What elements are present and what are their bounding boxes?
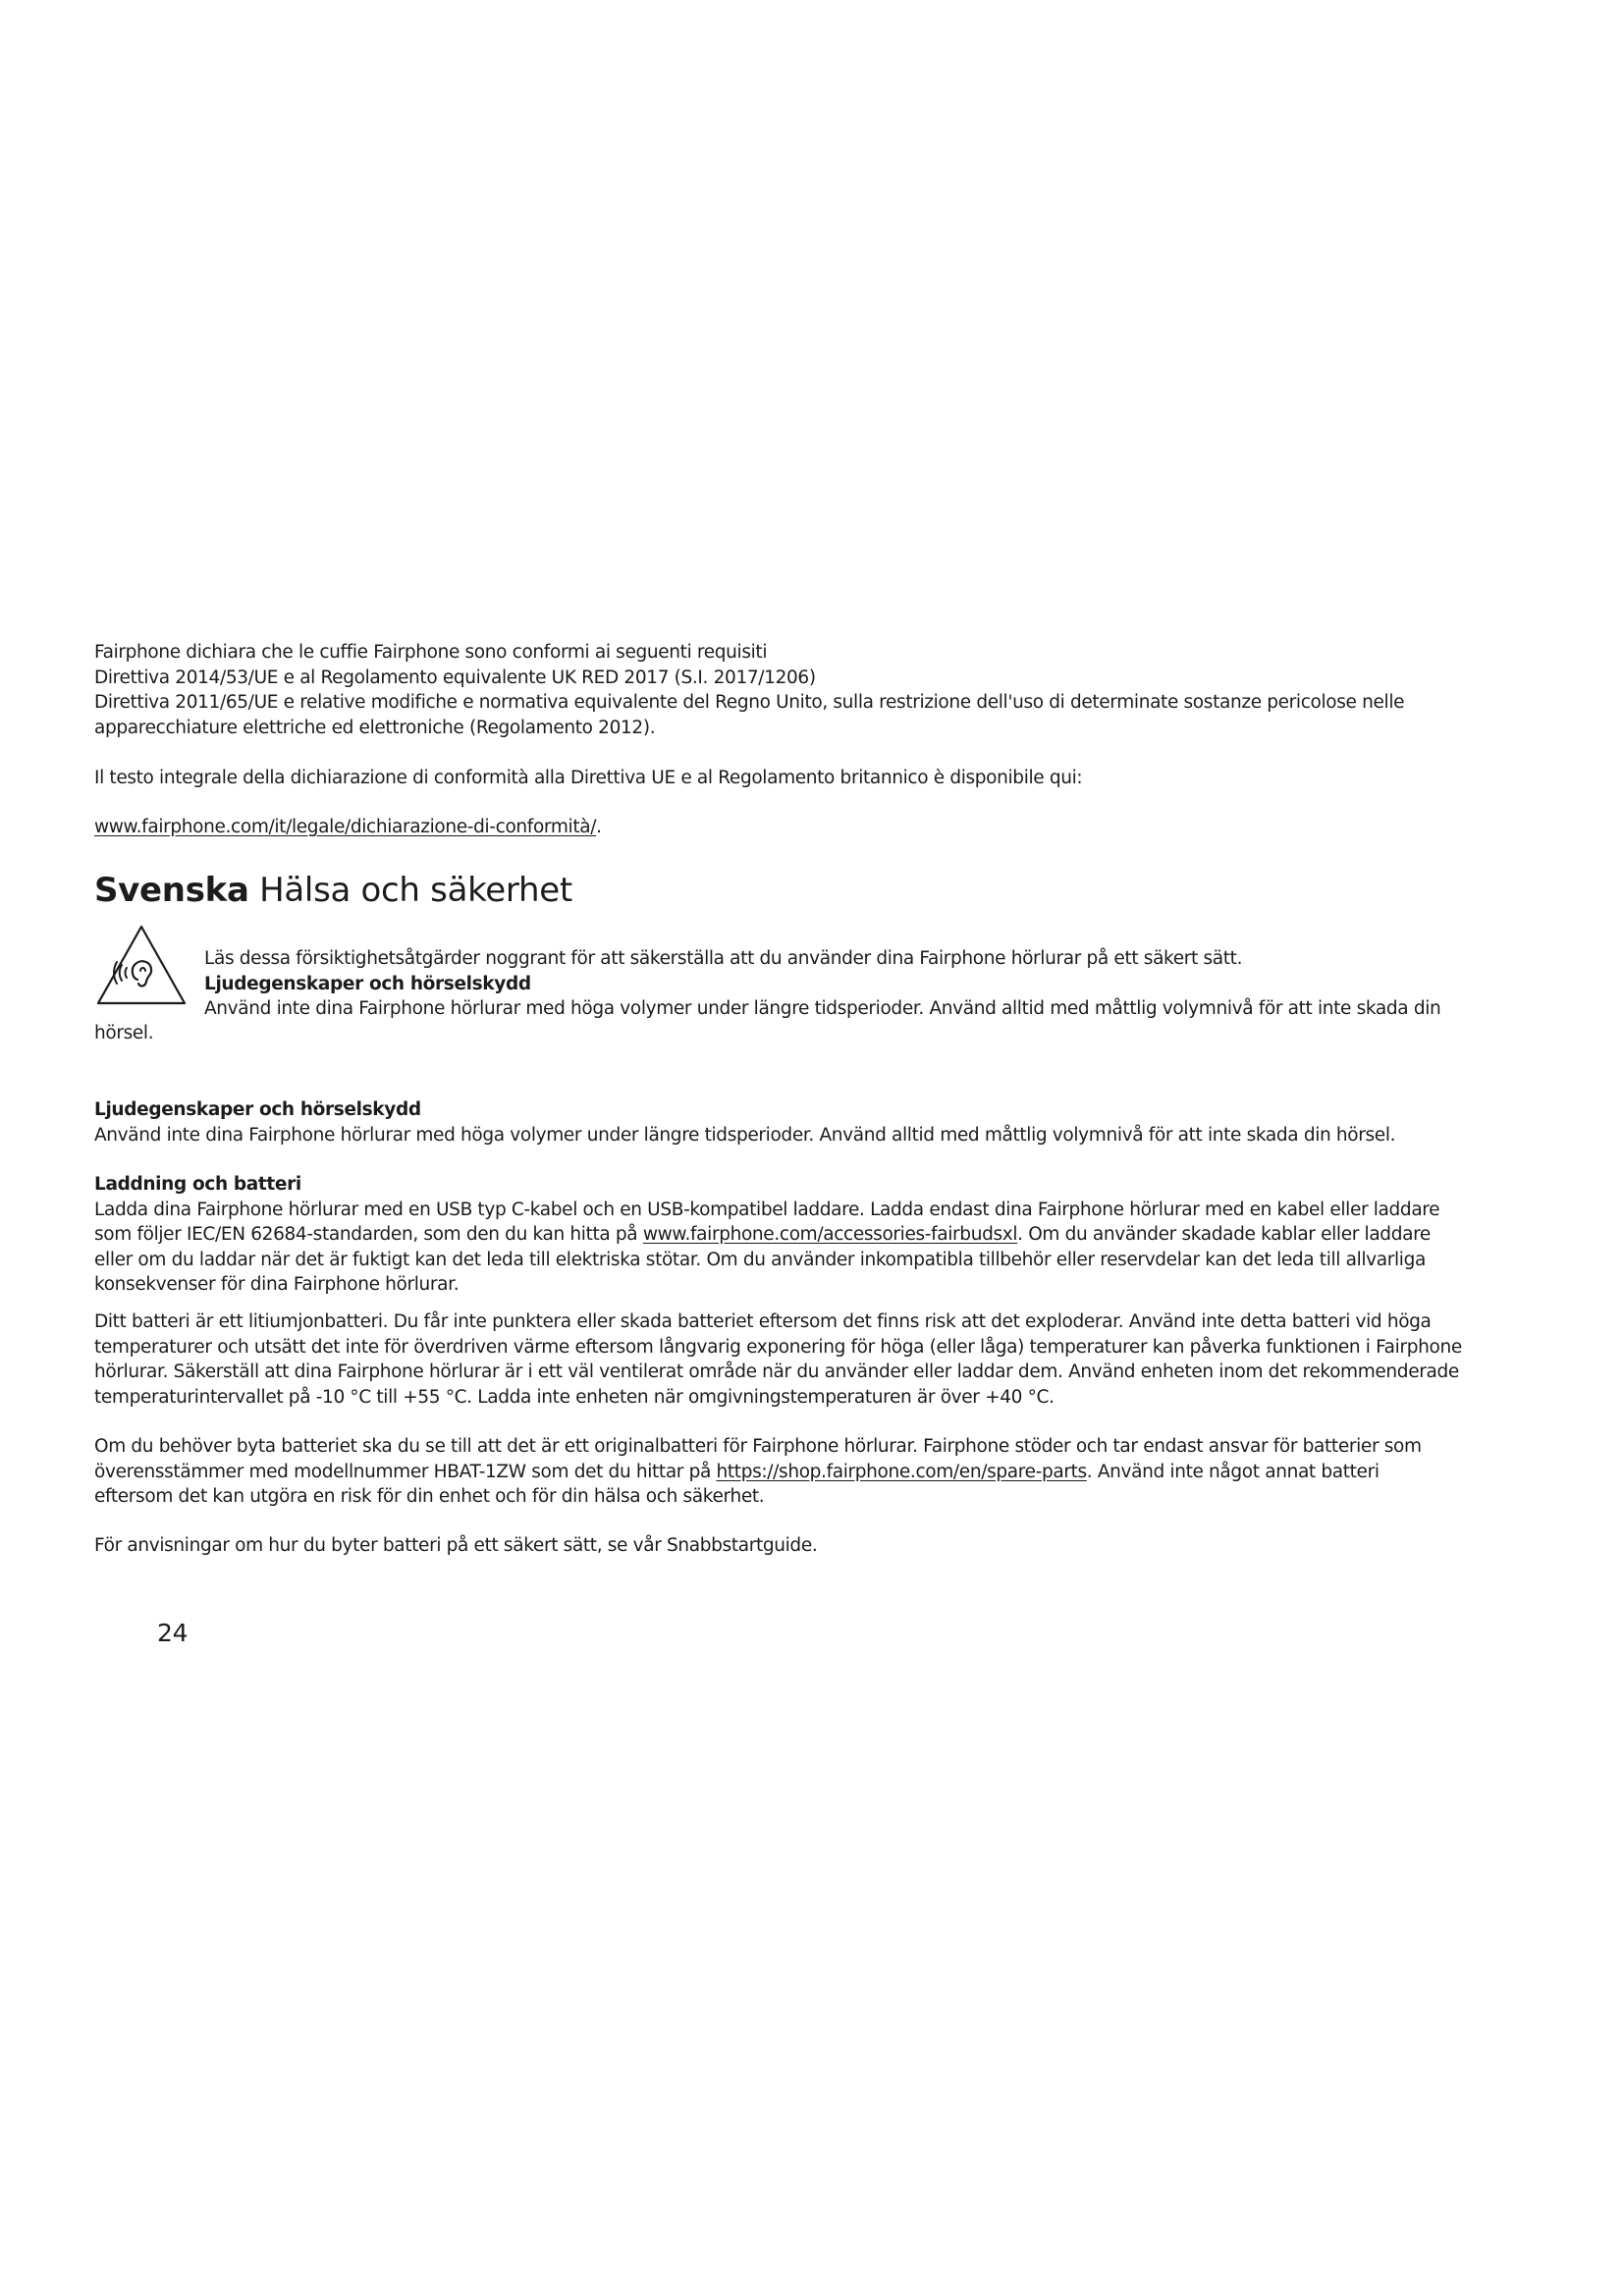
replace-line-2-post: . Använd inte något annat batteri (1086, 1461, 1380, 1482)
replace-line-3: eftersom det kan utgöra en risk för din enhet och för din hälsa och säkerhet. (94, 1486, 765, 1507)
charging-line-3: eller om du laddar när det är fuktigt kan det leda till elektriska stötar. Om du använder inkompatibla tillbehör eller reservdelar kan det leda till allvarliga (94, 1249, 1426, 1270)
boxed-text-continuation (94, 1021, 1528, 1046)
battery-line-1: Ditt batteri är ett litiumjonbatteri. Du får inte punktera eller skada batteriet eftersom det finns risk att det exploderar. Använd inte detta batteri vid höga (94, 1311, 1432, 1332)
italian-declaration (94, 640, 1528, 740)
charging-title: Laddning och batteri (94, 1174, 301, 1195)
heading-language: Svenska (94, 871, 249, 910)
italian-line-4: apparecchiature elettriche ed elettroniche (Regolamento 2012). (94, 717, 656, 738)
italian-line-3: Direttiva 2011/65/UE e relative modifiche e normativa equivalente del Regno Unito, sulla restrizione dell'uso di determinate sostanze pericolose nelle (94, 692, 1405, 713)
charging-line-2-pre: som följer IEC/EN 62684-standarden, som den du kan hitta på (94, 1224, 643, 1245)
section-heading (94, 870, 572, 911)
replace-line-2-pre: överensstämmer med modellnummer HBAT-1ZW som det du hittar på (94, 1461, 717, 1482)
battery-line-3: hörlurar. Säkerställ att dina Fairphone hörlurar är i ett väl ventilerat område när du använder eller laddar dem. Använd enheten inom det rekommenderade (94, 1362, 1459, 1382)
boxed-text-line-2: hörsel. (94, 1023, 154, 1043)
conformity-link[interactable]: www.fairphone.com/it/legale/dichiarazione-di-conformità/ (94, 817, 597, 837)
page-number: 24 (157, 1619, 189, 1647)
italian-line-1: Fairphone dichiara che le cuffie Fairphone sono conformi ai seguenti requisiti (94, 642, 768, 663)
charging-section (94, 1172, 1528, 1298)
guide-paragraph (94, 1533, 1528, 1559)
italian-link-paragraph (94, 815, 1528, 840)
battery-line-2: temperaturer och utsätt det inte för överdriven värme eftersom långvarig exponering för höga (eller låga) temperaturer kan påverka funktionen i Fairphone (94, 1336, 1462, 1358)
italian-line-2: Direttiva 2014/53/UE e al Regolamento equivalente UK RED 2017 (S.I. 2017/1206) (94, 667, 816, 688)
heading-title: Hälsa och säkerhet (259, 871, 572, 910)
replace-section (94, 1434, 1528, 1510)
hearing-warning-triangle-icon (94, 923, 189, 1007)
boxed-title: Ljudegenskaper och hörselskydd (204, 973, 531, 994)
charging-line-4: konsekvenser för dina Fairphone hörlurar. (94, 1274, 460, 1295)
intro-text: Läs dessa försiktighetsåtgärder noggrant för att säkerställa att du använder dina Fairphone hörlurar på ett säkert sätt. (204, 948, 1243, 969)
accessories-link[interactable]: www.fairphone.com/accessories-fairbudsxl (642, 1224, 1018, 1245)
italian-full-text (94, 766, 1528, 791)
italian-full-text-line: Il testo integrale della dichiarazione di conformità alla Direttiva UE e al Regolamento britannico è disponibile qui: (94, 768, 1083, 788)
sound-text: Använd inte dina Fairphone hörlurar med höga volymer under längre tidsperioder. Använd alltid med måttlig volymnivå för att inte skada din hörsel. (94, 1124, 1396, 1146)
battery-line-4: temperaturintervallet på -10 °C till +55 °C. Ladda inte enheten när omgivningstemperaturen är över +40 °C. (94, 1386, 1055, 1408)
sound-section (94, 1097, 1528, 1148)
sound-title: Ljudegenskaper och hörselskydd (94, 1099, 421, 1120)
spare-parts-link[interactable]: https://shop.fairphone.com/en/spare-parts (716, 1461, 1087, 1482)
replace-line-1: Om du behöver byta batteriet ska du se till att det är ett originalbatteri för Fairphone hörlurar. Fairphone stöder och tar endast ansvar för batterier som (94, 1436, 1422, 1457)
battery-section (94, 1309, 1528, 1410)
safety-intro (204, 946, 1520, 1022)
boxed-text-line-1: Använd inte dina Fairphone hörlurar med höga volymer under längre tidsperioder. Använd alltid med måttlig volymnivå för att inte skada din (204, 998, 1441, 1019)
charging-line-2-post: . Om du använder skadade kablar eller laddare (1017, 1224, 1431, 1245)
guide-text: För anvisningar om hur du byter batteri på ett säkert sätt, se vår Snabbstartguide. (94, 1535, 818, 1556)
italian-link-suffix: . (596, 817, 602, 837)
charging-line-1: Ladda dina Fairphone hörlurar med en USB typ C-kabel och en USB-kompatibel laddare. Ladda endast dina Fairphone hörlurar med en kabel eller laddare (94, 1199, 1440, 1220)
